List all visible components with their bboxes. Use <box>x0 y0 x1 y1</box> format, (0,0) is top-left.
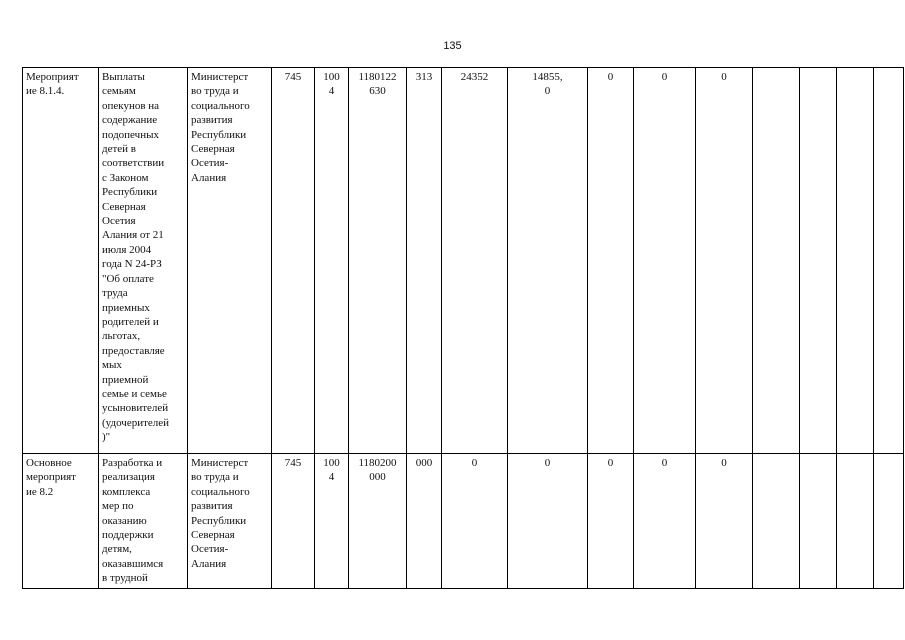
event-description-cell: Выплаты семьям опекунов на содержание подопечных детей в соответствии с Законом Республики Северная Осетия Алания от 21 июля 2004 года N 24-РЗ "Об оплате труда приемных родителей и льготах, предоставляе мых приемной семье и семье усыновителей (удочерителей )" <box>99 68 188 454</box>
value-cell <box>800 68 837 454</box>
event-description-cell: Разработка и реализация комплекса мер по оказанию поддержки детям, оказавшимся в трудной <box>99 454 188 589</box>
value-cell: 0 <box>508 454 588 589</box>
table-row <box>23 68 904 454</box>
value-cell <box>753 454 800 589</box>
rz-pr-cell: 100 4 <box>315 68 349 454</box>
value-cell <box>800 454 837 589</box>
executor-cell: Министерст во труда и социального развития Республики Северная Осетия- Алания <box>188 68 272 454</box>
value-cell <box>837 68 874 454</box>
csr-cell: 1180122 630 <box>349 68 407 454</box>
value-cell: 0 <box>696 454 753 589</box>
event-name-cell: Основное мероприят ие 8.2 <box>23 454 99 589</box>
value-cell: 0 <box>634 68 696 454</box>
page-number: 135 <box>443 40 462 52</box>
value-cell: 0 <box>588 454 634 589</box>
budget-table <box>22 67 904 589</box>
rz-pr-cell: 100 4 <box>315 454 349 589</box>
value-cell: 0 <box>634 454 696 589</box>
vr-cell: 313 <box>407 68 442 454</box>
value-cell <box>874 68 904 454</box>
value-cell: 0 <box>696 68 753 454</box>
value-cell: 24352 <box>442 68 508 454</box>
table-row <box>23 454 904 589</box>
value-cell <box>874 454 904 589</box>
value-cell: 0 <box>588 68 634 454</box>
grbs-cell: 745 <box>272 454 315 589</box>
value-cell <box>753 68 800 454</box>
value-cell: 0 <box>442 454 508 589</box>
value-cell: 14855, 0 <box>508 68 588 454</box>
csr-cell: 1180200 000 <box>349 454 407 589</box>
grbs-cell: 745 <box>272 68 315 454</box>
event-name-cell: Мероприят ие 8.1.4. <box>23 68 99 454</box>
vr-cell: 000 <box>407 454 442 589</box>
value-cell <box>837 454 874 589</box>
executor-cell: Министерст во труда и социального развития Республики Северная Осетия- Алания <box>188 454 272 589</box>
